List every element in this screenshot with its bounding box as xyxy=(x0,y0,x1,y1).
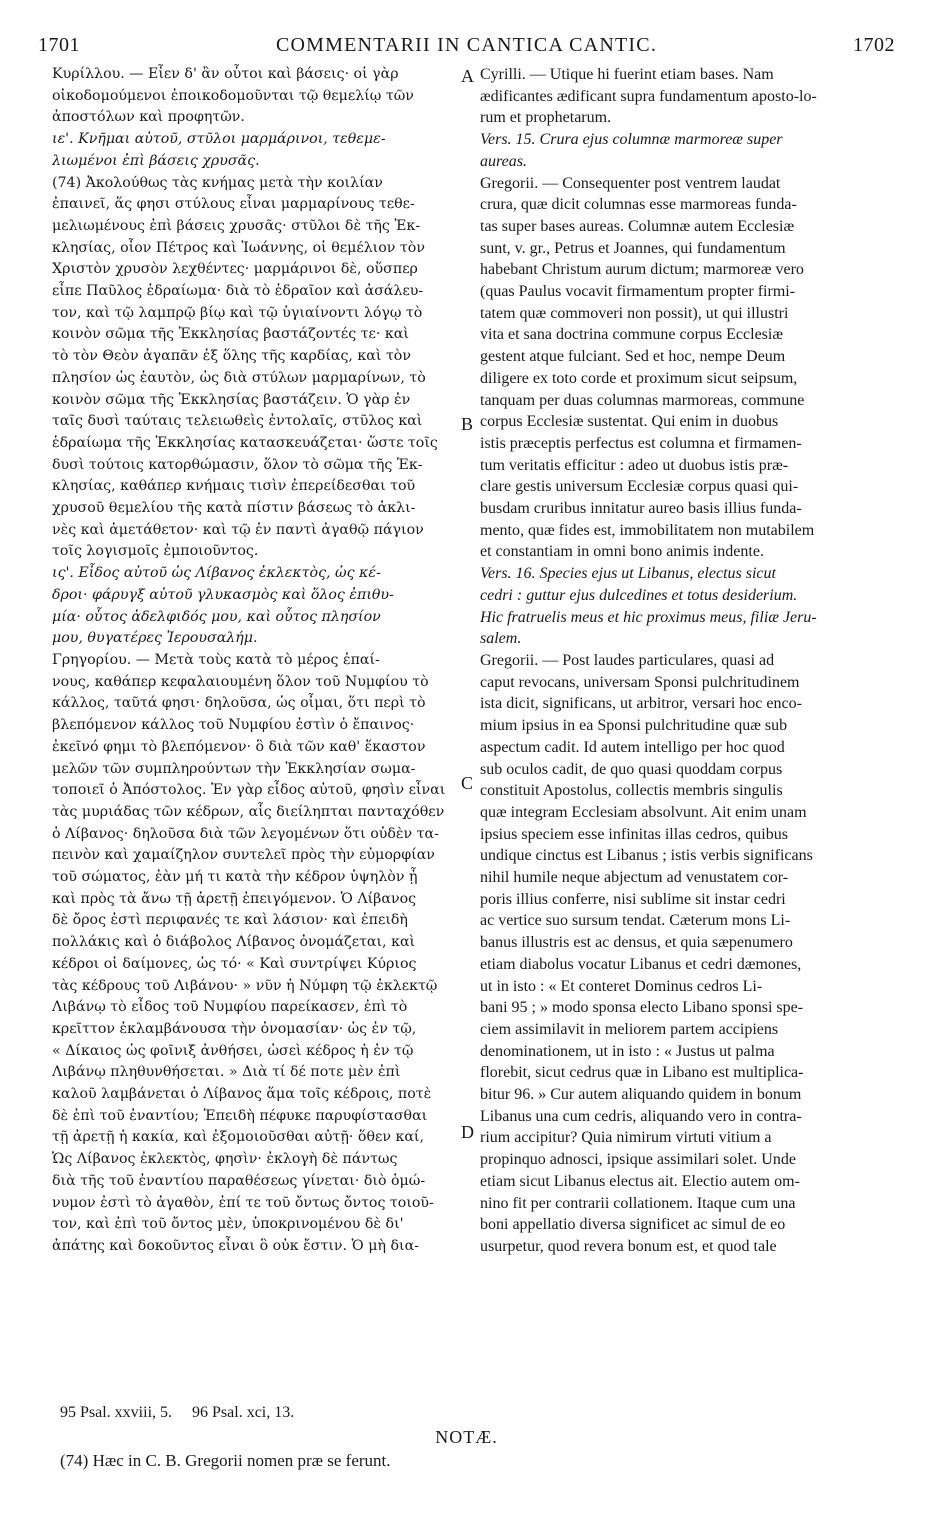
greek-column-line: κάλλος, ταῦτά φησι· δηλοῦσα, ὡς οἶμαι, ὅτι περὶ τὸ xyxy=(52,695,426,712)
latin-column-line: Vers. 16. Species ejus ut Libanus, electus sicut xyxy=(480,565,776,583)
latin-column-line: ciem assimilavit in meliorem partem accipiens xyxy=(480,1020,779,1038)
note-74: (74) Hæc in C. B. Gregorii nomen præ se ferunt. xyxy=(60,1451,391,1470)
greek-column-line: πεινὸν καὶ χαμαίζηλον συντελεῖ πρὸς τὴν εὐμορφίαν xyxy=(52,847,435,864)
latin-column-line: crura, quæ dicit columnas esse marmoreas funda- xyxy=(480,196,797,214)
latin-column-line: et constantiam in omni bono animis indente. xyxy=(480,543,764,561)
greek-column-line: δὲ ἐπὶ τοῦ ἐναντίου; Ἐπειδὴ πέφυκε παρυφίστασθαι xyxy=(52,1107,428,1124)
greek-column-line: τον, καὶ τῷ λαμπρῷ βίῳ καὶ τῷ ὑγιαίνοντι λόγῳ τὸ xyxy=(52,304,423,321)
latin-column-line: corpus Ecclesiæ sustentat. Qui enim in duobus xyxy=(480,413,779,431)
greek-column-line: ἑδραίωμα τῆς Ἐκκλησίας κατασκευάζεται· ὥστε τοῖς xyxy=(52,434,438,451)
latin-column-line: etiam sicut Libanus electus ait. Electio autem om- xyxy=(480,1172,800,1190)
latin-column-line: salem. xyxy=(480,630,522,648)
greek-column-line: « Δίκαιος ὡς φοῖνιξ ἀνθήσει, ὡσεὶ κέδρος ἡ ἐν τῷ xyxy=(52,1042,414,1059)
margin-letter-c: C xyxy=(461,773,474,793)
latin-column-line: mento, quæ fides est, immobilitatem non mutabilem xyxy=(480,521,815,539)
margin-letter-b: B xyxy=(461,414,474,434)
greek-column-line: τὰς μυριάδας τῶν κέδρων, αἷς διείληπται πανταχόθεν xyxy=(52,803,445,820)
greek-column-line: μελῶν τῶν συμπληρούντων τὴν Ἐκκλησίαν σωμα- xyxy=(52,760,416,777)
page-header xyxy=(38,30,895,64)
greek-column-line: ἐπαινεῖ, ἅς φησι στύλους εἶναι μαρμαρίνους τεθε- xyxy=(52,196,415,213)
latin-column-line: clare gestis universum Ecclesiæ corpus quasi qui- xyxy=(480,478,799,496)
footnotes xyxy=(60,1404,310,1422)
latin-column-line: Libanus una cum cedris, aliquando vero in contra- xyxy=(480,1107,802,1125)
greek-column-line: μία· οὗτος ἀδελφιδός μου, καὶ οὗτος πλησίον xyxy=(52,608,381,625)
latin-column-line: undique cinctus est Libanus ; istis verbis significans xyxy=(480,847,813,865)
greek-column-line: πλησίον ὡς ἑαυτὸν, ὡς διὰ στύλων μαρμαρίνων, τὸ xyxy=(52,369,426,386)
greek-column-line: Λιβάνῳ τὸ εἶδος τοῦ Νυμφίου παρείκασεν, ἐπὶ τὸ xyxy=(52,999,408,1016)
greek-column-line: δροι· φάρυγξ αὐτοῦ γλυκασμὸς καὶ ὅλος ἐπιθυ- xyxy=(52,586,394,603)
greek-column-line: μελιωμένους ἐπὶ βάσεις χρυσᾶς· στῦλοι δὲ τῆς Ἐκ- xyxy=(52,217,421,234)
greek-column-line: Λιβάνῳ πληθυνθήσεται. » Διὰ τί δέ ποτε μὲν ἐπὶ xyxy=(52,1064,401,1081)
latin-column-line: sub oculos cadit, de quo quasi quoddam corpus xyxy=(480,760,783,778)
greek-column-line: κλησίας, καθάπερ κνήμαις τισὶν ἐπερείδεσθαι τοῦ xyxy=(52,478,416,495)
greek-column-line: κέδροι οἱ δαίμονες, ὡς τό· « Καὶ συντρίψει Κύριος xyxy=(52,955,417,972)
greek-column-line: Ὡς Λίβανος ἐκλεκτὸς, φησὶν· ἐκλογὴ δὲ πάντως xyxy=(52,1151,398,1168)
greek-column-line: μου, θυγατέρες Ἰερουσαλήμ. xyxy=(52,630,258,647)
greek-column-line: πολλάκις καὶ ὁ διάβολος Λίβανος ὀνομάζεται, καὶ xyxy=(52,934,416,951)
page-number-left: 1701 xyxy=(38,34,80,56)
greek-column-line: διὰ τῆς τοῦ ἐναντίου παραθέσεως γίνεται· διὸ ὁμώ- xyxy=(52,1172,426,1189)
latin-column-line: ipsius speciem esse infinitas illas cedros, quibus xyxy=(480,825,788,843)
latin-column-line: Cyrilli. — Utique hi fuerint etiam bases. Nam xyxy=(480,66,774,83)
greek-column-line: Κυρίλλου. — Εἶεν δ' ἂν οὗτοι καὶ βάσεις· οἱ γὰρ xyxy=(52,66,399,82)
greek-column-line: ὁ Λίβανος· δηλοῦσα διὰ τῶν λεγομένων ὅτι οὐδὲν τα- xyxy=(52,825,439,842)
greek-column-line: τὸ τὸν Θεὸν ἀγαπᾶν ἐξ ὅλης τῆς καρδίας, καὶ τὸν xyxy=(52,348,411,365)
greek-column-line: Γρηγορίου. — Μετὰ τοὺς κατὰ τὸ μέρος ἐπαί- xyxy=(52,651,380,668)
latin-column-line: busdam cruribus innitatur aureo basis illius funda- xyxy=(480,500,802,518)
greek-column-line: τον, καὶ ἐπὶ τοῦ ὄντος μὲν, ὑποκρινομένου δὲ δι' xyxy=(52,1216,404,1233)
latin-column-line: ista dicit, significans, ut arbitror, versari hoc enco- xyxy=(480,695,802,713)
latin-column-line: nino fit per contrarii collationem. Itaque cum una xyxy=(480,1194,796,1212)
latin-column-line: etiam diabolus vocatur Libanus et cedri dæmones, xyxy=(480,955,802,973)
notae-heading: NOTÆ. xyxy=(435,1427,498,1447)
greek-column xyxy=(52,64,456,1258)
latin-column-line: diligere ex toto corde et proximum sicut seipsum, xyxy=(480,369,798,387)
greek-column-line: νους, καθάπερ κεφαλαιουμένη ὅλον τοῦ Νυμφίου τὸ xyxy=(52,673,429,690)
latin-column-line: tatem quæ commoveri non possit), ut qui illustri xyxy=(480,304,789,322)
latin-column-line: cedri : guttur ejus dulcedines et totus desiderium. xyxy=(480,586,798,604)
latin-column-line: nihil humile neque abjectum ad venustatem cor- xyxy=(480,869,789,887)
greek-column-line: ἀποστόλων καὶ προφητῶν. xyxy=(52,109,245,126)
latin-column-line: rium accipitur? Quia nimirum virtuti vitium a xyxy=(480,1129,772,1147)
greek-column-line: καὶ πρὸς τὰ ἄνω τῇ ἀρετῇ ἐπειγόμενον. Ὁ Λίβανος xyxy=(52,890,417,907)
latin-column-line: aspectum cadit. Id autem intelligo per hoc quod xyxy=(480,738,785,756)
greek-column-line: ἐκεῖνό φημι τὸ βλεπόμενον· ὃ διὰ τῶν καθ' ἕκαστον xyxy=(52,738,426,755)
latin-column-line: mium ipsius in ea Sponsi pulchritudine quæ sub xyxy=(480,717,788,735)
greek-column-line: ις'. Εἶδος αὐτοῦ ὡς Λίβανος ἐκλεκτὸς, ὡς κέ- xyxy=(52,565,381,582)
greek-column-line: δυσὶ τούτοις κατορθώμασιν, ὅλον τὸ σῶμα τῆς Ἐκ- xyxy=(52,456,423,473)
latin-column-line: gestent atque fulciant. Sed et hoc, nempe Deum xyxy=(480,348,786,366)
latin-column-line: ædificantes ædificant supra fundamentum aposto-lo- xyxy=(480,87,817,105)
latin-column-line: sunt, v. gr., Petrus et Joannes, qui fundamentum xyxy=(480,239,786,257)
greek-column-line: καλοῦ λαμβάνεται ὁ Λίβανος ἅμα τοῖς κέδροις, ποτὲ xyxy=(52,1086,432,1103)
greek-column-line: βλεπόμενον κάλλος τοῦ Νυμφίου ἐστὶν ὁ ἔπαινος· xyxy=(52,717,415,734)
greek-column-line: εἶπε Παῦλος ἑδραίωμα· διὰ τὸ ἑδραῖον καὶ ἀσάλευ- xyxy=(52,283,424,300)
latin-column-line: bitur 96. » Cur autem aliquando quidem in bonum xyxy=(480,1086,802,1104)
latin-column-line: tanquam per duas columnas marmoreas, commune xyxy=(480,391,805,409)
latin-column-line: aureas. xyxy=(480,152,527,170)
latin-column-line: bani 95 ; » modo sponsa electo Libano sponsi spe- xyxy=(480,999,804,1017)
greek-column-line: τοποιεῖ ὁ Ἀπόστολος. Ἐν γὰρ εἶδος αὐτοῦ, φησὶν εἶναι xyxy=(52,782,446,799)
latin-column-line: Gregorii. — Post laudes particulares, quasi ad xyxy=(480,651,775,669)
greek-column-line: νὲς καὶ ἀμετάθετον· καὶ τῷ ἐν παντὶ ἀγαθῷ πάγιον xyxy=(52,521,424,538)
greek-column-line: κλησίας, οἷον Πέτρος καὶ Ἰωάννης, οἱ θεμέλιον τὸν xyxy=(52,239,425,256)
greek-column-line: (74) Ἀκολούθως τὰς κνήμας μετὰ τὴν κοιλίαν xyxy=(52,174,383,191)
latin-column-line: poris illius conferre, nisi sublime sit instar cedri xyxy=(480,890,786,908)
greek-column-line: ιε'. Κνῆμαι αὐτοῦ, στῦλοι μαρμάρινοι, τεθεμε- xyxy=(52,131,386,148)
latin-column-line: Vers. 15. Crura ejus columnæ marmoreæ super xyxy=(480,131,783,149)
latin-column-line: ac vertice suo sursum tendat. Cæterum mons Li- xyxy=(480,912,791,930)
greek-column-line: χρυσοῦ θεμελίου τῆς κατὰ πίστιν βάσεως τὸ ἀκλι- xyxy=(52,500,416,517)
latin-column-line: banus illustris est ac densus, et quia sæpenumero xyxy=(480,934,793,952)
greek-column-line: νυμον ἐστὶ τὸ ἀγαθὸν, ἐπί τε τοῦ ὄντως ὄντος τοιοῦ- xyxy=(52,1194,434,1211)
latin-column-line: tas super bases aureas. Columnæ autem Ecclesiæ xyxy=(480,217,795,235)
margin-letter-d: D xyxy=(461,1122,474,1142)
latin-column-line: propinquo adnosci, ipsique assimilari solet. Unde xyxy=(480,1151,796,1169)
latin-column-line: (quas Paulus vocavit firmamentum propter firmi- xyxy=(480,283,796,301)
greek-column-line: κρεῖττον ἐκλαμβάνουσα τὴν ὀνομασίαν· ὡς ἐν τῷ, xyxy=(52,1020,417,1037)
latin-column-line: Gregorii. — Consequenter post ventrem laudat xyxy=(480,174,781,192)
greek-column-line: Χριστὸν χρυσὸν λεχθέντες· μαρμάρινοι δὲ, οὕσπερ xyxy=(52,261,418,278)
greek-column-line: τοῦ σώματος, ἐὰν μή τι κατὰ τὴν κέδρον ὑψηλὸν ᾖ xyxy=(52,869,418,886)
greek-column-line: οἰκοδομούμενοι ἐποικοδομοῦνται τῷ θεμελίῳ τῶν xyxy=(52,87,414,104)
latin-column-line: Hic fratruelis meus et hic proximus meus, filiæ Jeru- xyxy=(480,608,817,626)
latin-column-line: usurpetur, quod revera bonum est, et quod tale xyxy=(480,1237,777,1255)
greek-column-line: ἀπάτης καὶ δοκοῦντος εἶναι ὃ οὐκ ἔστιν. Ὁ μὴ δια- xyxy=(52,1237,419,1254)
latin-column-line: constituit Apostolus, collectis membris singulis xyxy=(480,782,783,800)
greek-column-line: τῇ ἀρετῇ ἡ κακία, καὶ ἐξομοιοῦσθαι αὐτῇ· ὅθεν καί, xyxy=(52,1129,424,1146)
greek-column-line: κοινὸν σῶμα τῆς Ἐκκλησίας βαστάζειν. Ὁ γὰρ ἐν xyxy=(52,391,411,408)
latin-column-line: ut in isto : « Et conteret Dominus cedros Li- xyxy=(480,977,763,995)
latin-column-line: quæ integram Ecclesiam absolvunt. Ait enim unam xyxy=(480,803,807,821)
greek-column-line: δὲ ὄρος ἐστὶ περιφανές τε καὶ λάσιον· καὶ ἐπειδὴ xyxy=(52,912,408,929)
running-title: COMMENTARII IN CANTICA CANTIC. xyxy=(275,34,658,56)
latin-column-line: istis præceptis perfectus est columna et firmamen- xyxy=(480,434,802,452)
greek-column-line: τὰς κέδρους τοῦ Λιβάνου· » νῦν ἡ Νύμφη τῷ ἐκλεκτῷ xyxy=(52,977,438,994)
greek-column-line: τοῖς λογισμοῖς ἐμποιοῦντος. xyxy=(52,543,259,560)
greek-column-line: λιωμένοι ἐπὶ βάσεις χρυσᾶς. xyxy=(52,152,260,169)
greek-column-line: ταῖς δυσὶ ταύταις τελειωθεὶς ἐντολαῖς, στῦλος καὶ xyxy=(52,413,423,430)
latin-column-line: vita et sana doctrina commune corpus Ecclesiæ xyxy=(480,326,784,344)
latin-column-line: florebit, sicut cedrus quæ in Libano est multiplica- xyxy=(480,1064,804,1082)
latin-column-line: rum et prophetarum. xyxy=(480,109,612,127)
footnote-96: 96 Psal. xci, 13. xyxy=(192,1404,295,1421)
greek-column-line: κοινὸν σῶμα τῆς Ἐκκλησίας βαστάζοντές τε· καὶ xyxy=(52,326,409,343)
latin-column-line: habebant Christum aurum dictum; marmoreæ vero xyxy=(480,261,804,279)
margin-letter-a: A xyxy=(461,66,474,86)
footnote-95: 95 Psal. xxviii, 5. xyxy=(60,1404,173,1421)
latin-column-line: boni appellatio diversa significet ac simul de eo xyxy=(480,1216,786,1234)
page-number-right: 1702 xyxy=(853,34,895,56)
latin-column-line: tum veritatis efficitur : adeo ut duobus istis præ- xyxy=(480,456,789,474)
latin-column xyxy=(480,64,894,1258)
latin-column-line: caput revocans, universam Sponsi pulchritudinem xyxy=(480,673,800,691)
latin-column-line: denominationem, ut in isto : « Justus ut palma xyxy=(480,1042,775,1060)
